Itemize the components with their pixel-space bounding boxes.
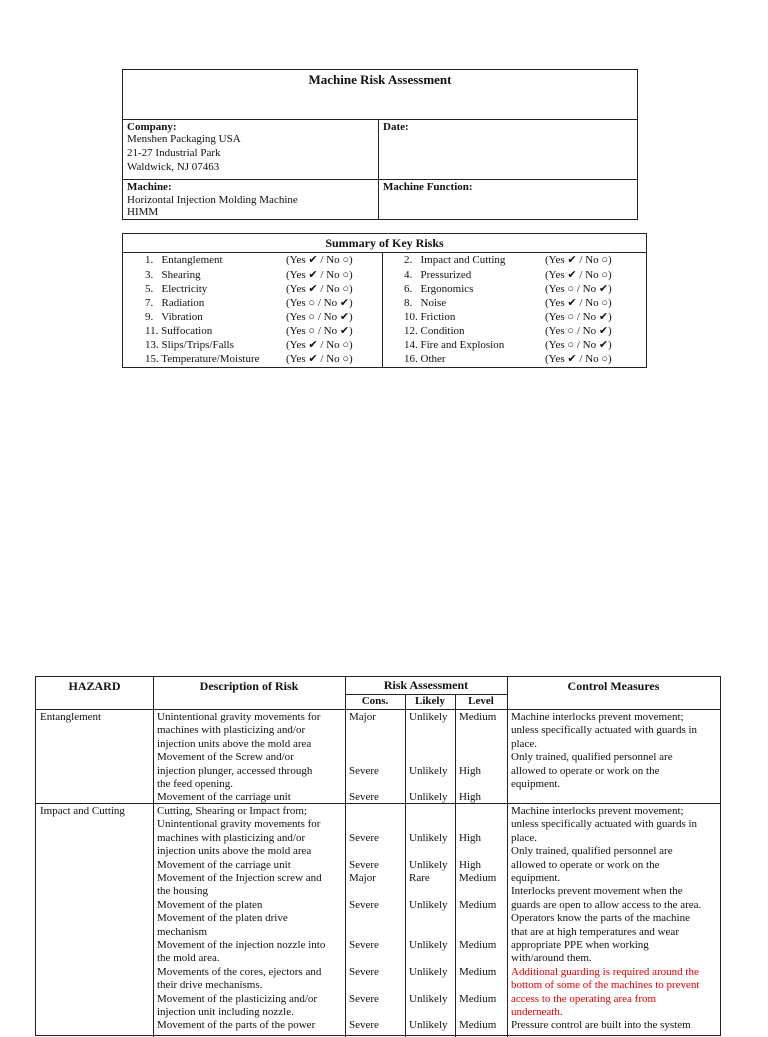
control-measure-line: Machine interlocks prevent movement; [511,711,684,723]
summary-risk-name: 12. Condition [404,325,465,337]
summary-risk-answer: (Yes ○ / No ✔) [286,311,353,323]
company-label: Company: [127,121,177,133]
control-measure-line: with/around them. [511,952,592,965]
summary-risk-answer: (Yes ○ / No ✔) [545,325,612,337]
hazard-table [35,676,721,1036]
summary-risk-name: 16. Other [404,353,446,365]
likelihood-value: Unlikely [409,831,448,844]
likelihood-value: Unlikely [409,965,448,978]
control-measure-line: underneath. [511,1006,563,1018]
header-cons: Cons. [361,695,389,707]
summary-risk-name: 14. Fire and Explosion [404,339,505,351]
consequence-value: Severe [349,791,379,804]
consequence-value: Severe [349,831,379,844]
header-description: Description of Risk [199,679,299,693]
consequence-value: Severe [349,1019,379,1032]
likelihood-value: Unlikely [409,898,448,911]
risk-level-value: High [459,858,481,871]
summary-risk-answer: (Yes ✔ / No ○) [286,283,353,295]
summary-risk-answer: (Yes ○ / No ✔) [545,311,612,323]
control-measure-line: Only trained, qualified personnel are [511,845,673,858]
page-title: Machine Risk Assessment [308,72,452,87]
risk-level-value: Medium [459,1019,497,1032]
consequence-value: Major [349,872,376,884]
likelihood-value: Unlikely [409,764,448,777]
company-line: Menshen Packaging USA [127,133,241,145]
consequence-value: Major [349,711,376,723]
control-measure-line: equipment. [511,872,561,884]
control-measure-line: place. [511,737,537,750]
hazard-name: Entanglement [40,711,102,723]
risk-description-line: Movement of the Injection screw and [157,872,322,884]
summary-table [122,233,647,368]
summary-risk-answer: (Yes ✔ / No ○) [286,254,353,266]
assessment-header-table [122,69,638,220]
control-measure-line: Pressure control are built into the system [511,1019,691,1032]
control-measure-line: access to the operating area from [511,992,657,1005]
consequence-value: Severe [349,965,379,978]
machine-function-label: Machine Function: [383,181,473,193]
control-measure-line: appropriate PPE when working [511,939,649,951]
summary-risk-name: 3. Shearing [145,269,201,281]
risk-description-line: their drive mechanisms. [157,979,263,992]
control-measure-line: place. [511,831,537,844]
summary-risk-name: 1. Entanglement [145,254,223,266]
risk-description-line: machines with plasticizing and/or [157,724,306,737]
control-measure-line: Only trained, qualified personnel are [511,751,673,764]
summary-risk-answer: (Yes ✔ / No ○) [545,353,612,365]
summary-risk-name: 8. Noise [404,297,447,309]
risk-description-line: the feed opening. [157,778,234,790]
risk-description-line: injection units above the mold area [157,845,312,858]
consequence-value: Severe [349,858,379,871]
risk-description-line: Movement of the carriage unit [157,858,291,871]
control-measure-line: that are at high temperatures and wear [511,925,679,938]
machine-line: Horizontal Injection Molding Machine [127,194,298,206]
likelihood-value: Unlikely [409,992,448,1005]
risk-level-value: Medium [459,992,497,1005]
summary-risk-name: 9. Vibration [145,311,203,323]
risk-description-line: mechanism [157,925,208,938]
control-measure-line: unless specifically actuated with guards in [511,724,698,737]
risk-description-line: machines with plasticizing and/or [157,831,306,844]
likelihood-value: Unlikely [409,1019,448,1032]
control-measure-line: equipment. [511,778,561,790]
machine-label: Machine: [127,181,172,193]
risk-description-line: Movement of the carriage unit [157,791,291,804]
machine-line: HIMM [127,206,159,218]
summary-risk-name: 7. Radiation [145,297,205,309]
risk-description-line: injection unit including nozzle. [157,1006,294,1018]
summary-risk-answer: (Yes ✔ / No ○) [545,254,612,266]
company-line: Waldwick, NJ 07463 [127,161,220,173]
risk-description-line: the housing [157,885,209,898]
control-measure-line: guards are open to allow access to the area. [511,898,702,911]
likelihood-value: Unlikely [409,711,448,723]
control-measure-line: bottom of some of the machines to prevent [511,979,700,992]
likelihood-value: Unlikely [409,858,448,871]
header-likely: Likely [415,695,445,707]
consequence-value: Severe [349,898,379,911]
summary-risk-answer: (Yes ○ / No ✔) [545,339,612,351]
date-label: Date: [383,121,409,133]
summary-risk-answer: (Yes ○ / No ✔) [286,297,353,309]
summary-risk-name: 2. Impact and Cutting [404,254,506,266]
summary-risk-name: 5. Electricity [145,283,208,295]
risk-level-value: Medium [459,898,497,911]
risk-description-line: Movements of the cores, ejectors and [157,965,322,978]
risk-description-line: Unintentional gravity movements for [157,711,321,723]
summary-risk-name: 13. Slips/Trips/Falls [145,339,234,351]
risk-level-value: High [459,791,481,804]
risk-description-line: Movement of the injection nozzle into [157,939,326,951]
risk-description-line: injection units above the mold area [157,737,312,750]
risk-description-line: Movement of the Screw and/or [157,751,294,764]
control-measure-line: Additional guarding is required around the [511,965,699,978]
risk-description-line: the mold area. [157,952,220,965]
risk-description-line: Movement of the platen drive [157,912,288,925]
summary-risk-answer: (Yes ✔ / No ○) [286,353,353,365]
control-measure-line: allowed to operate or work on the [511,858,660,871]
risk-level-value: Medium [459,711,497,723]
header-hazard: HAZARD [68,679,121,693]
control-measure-line: allowed to operate or work on the [511,764,660,777]
summary-risk-name: 15. Temperature/Moisture [145,353,260,365]
risk-description-line: Cutting, Shearing or Impact from; [157,805,307,817]
risk-description-line: injection plunger, accessed through [157,764,313,777]
control-measure-line: unless specifically actuated with guards in [511,818,698,831]
consequence-value: Severe [349,764,379,777]
hazard-name: Impact and Cutting [40,805,125,817]
risk-description-line: Movement of the parts of the power [157,1019,316,1032]
risk-level-value: Medium [459,872,497,884]
likelihood-value: Rare [409,872,430,884]
risk-level-value: Medium [459,965,497,978]
summary-risk-name: 11. Suffocation [145,325,213,337]
summary-risk-answer: (Yes ✔ / No ○) [545,297,612,309]
summary-risk-name: 6. Ergonomics [404,283,474,295]
header-risk-assessment: Risk Assessment [383,678,469,692]
summary-risk-answer: (Yes ○ / No ✔) [286,325,353,337]
summary-risk-name: 10. Friction [404,311,456,323]
company-line: 21-27 Industrial Park [127,147,221,159]
risk-description-line: Unintentional gravity movements for [157,818,321,831]
risk-level-value: High [459,764,481,777]
summary-risk-answer: (Yes ✔ / No ○) [286,269,353,281]
likelihood-value: Unlikely [409,791,448,804]
consequence-value: Severe [349,992,379,1005]
header-level: Level [468,695,494,707]
summary-title: Summary of Key Risks [325,236,444,250]
risk-level-value: High [459,831,481,844]
header-control-measures: Control Measures [567,679,660,693]
consequence-value: Severe [349,939,379,951]
likelihood-value: Unlikely [409,939,448,951]
summary-risk-answer: (Yes ○ / No ✔) [545,283,612,295]
risk-description-line: Movement of the plasticizing and/or [157,992,318,1005]
risk-level-value: Medium [459,939,497,951]
risk-description-line: Movement of the platen [157,898,263,911]
control-measure-line: Machine interlocks prevent movement; [511,805,684,817]
summary-risk-name: 4. Pressurized [404,269,472,281]
control-measure-line: Operators know the parts of the machine [511,912,690,925]
summary-risk-answer: (Yes ✔ / No ○) [545,269,612,281]
control-measure-line: Interlocks prevent movement when the [511,885,683,898]
summary-risk-answer: (Yes ✔ / No ○) [286,339,353,351]
